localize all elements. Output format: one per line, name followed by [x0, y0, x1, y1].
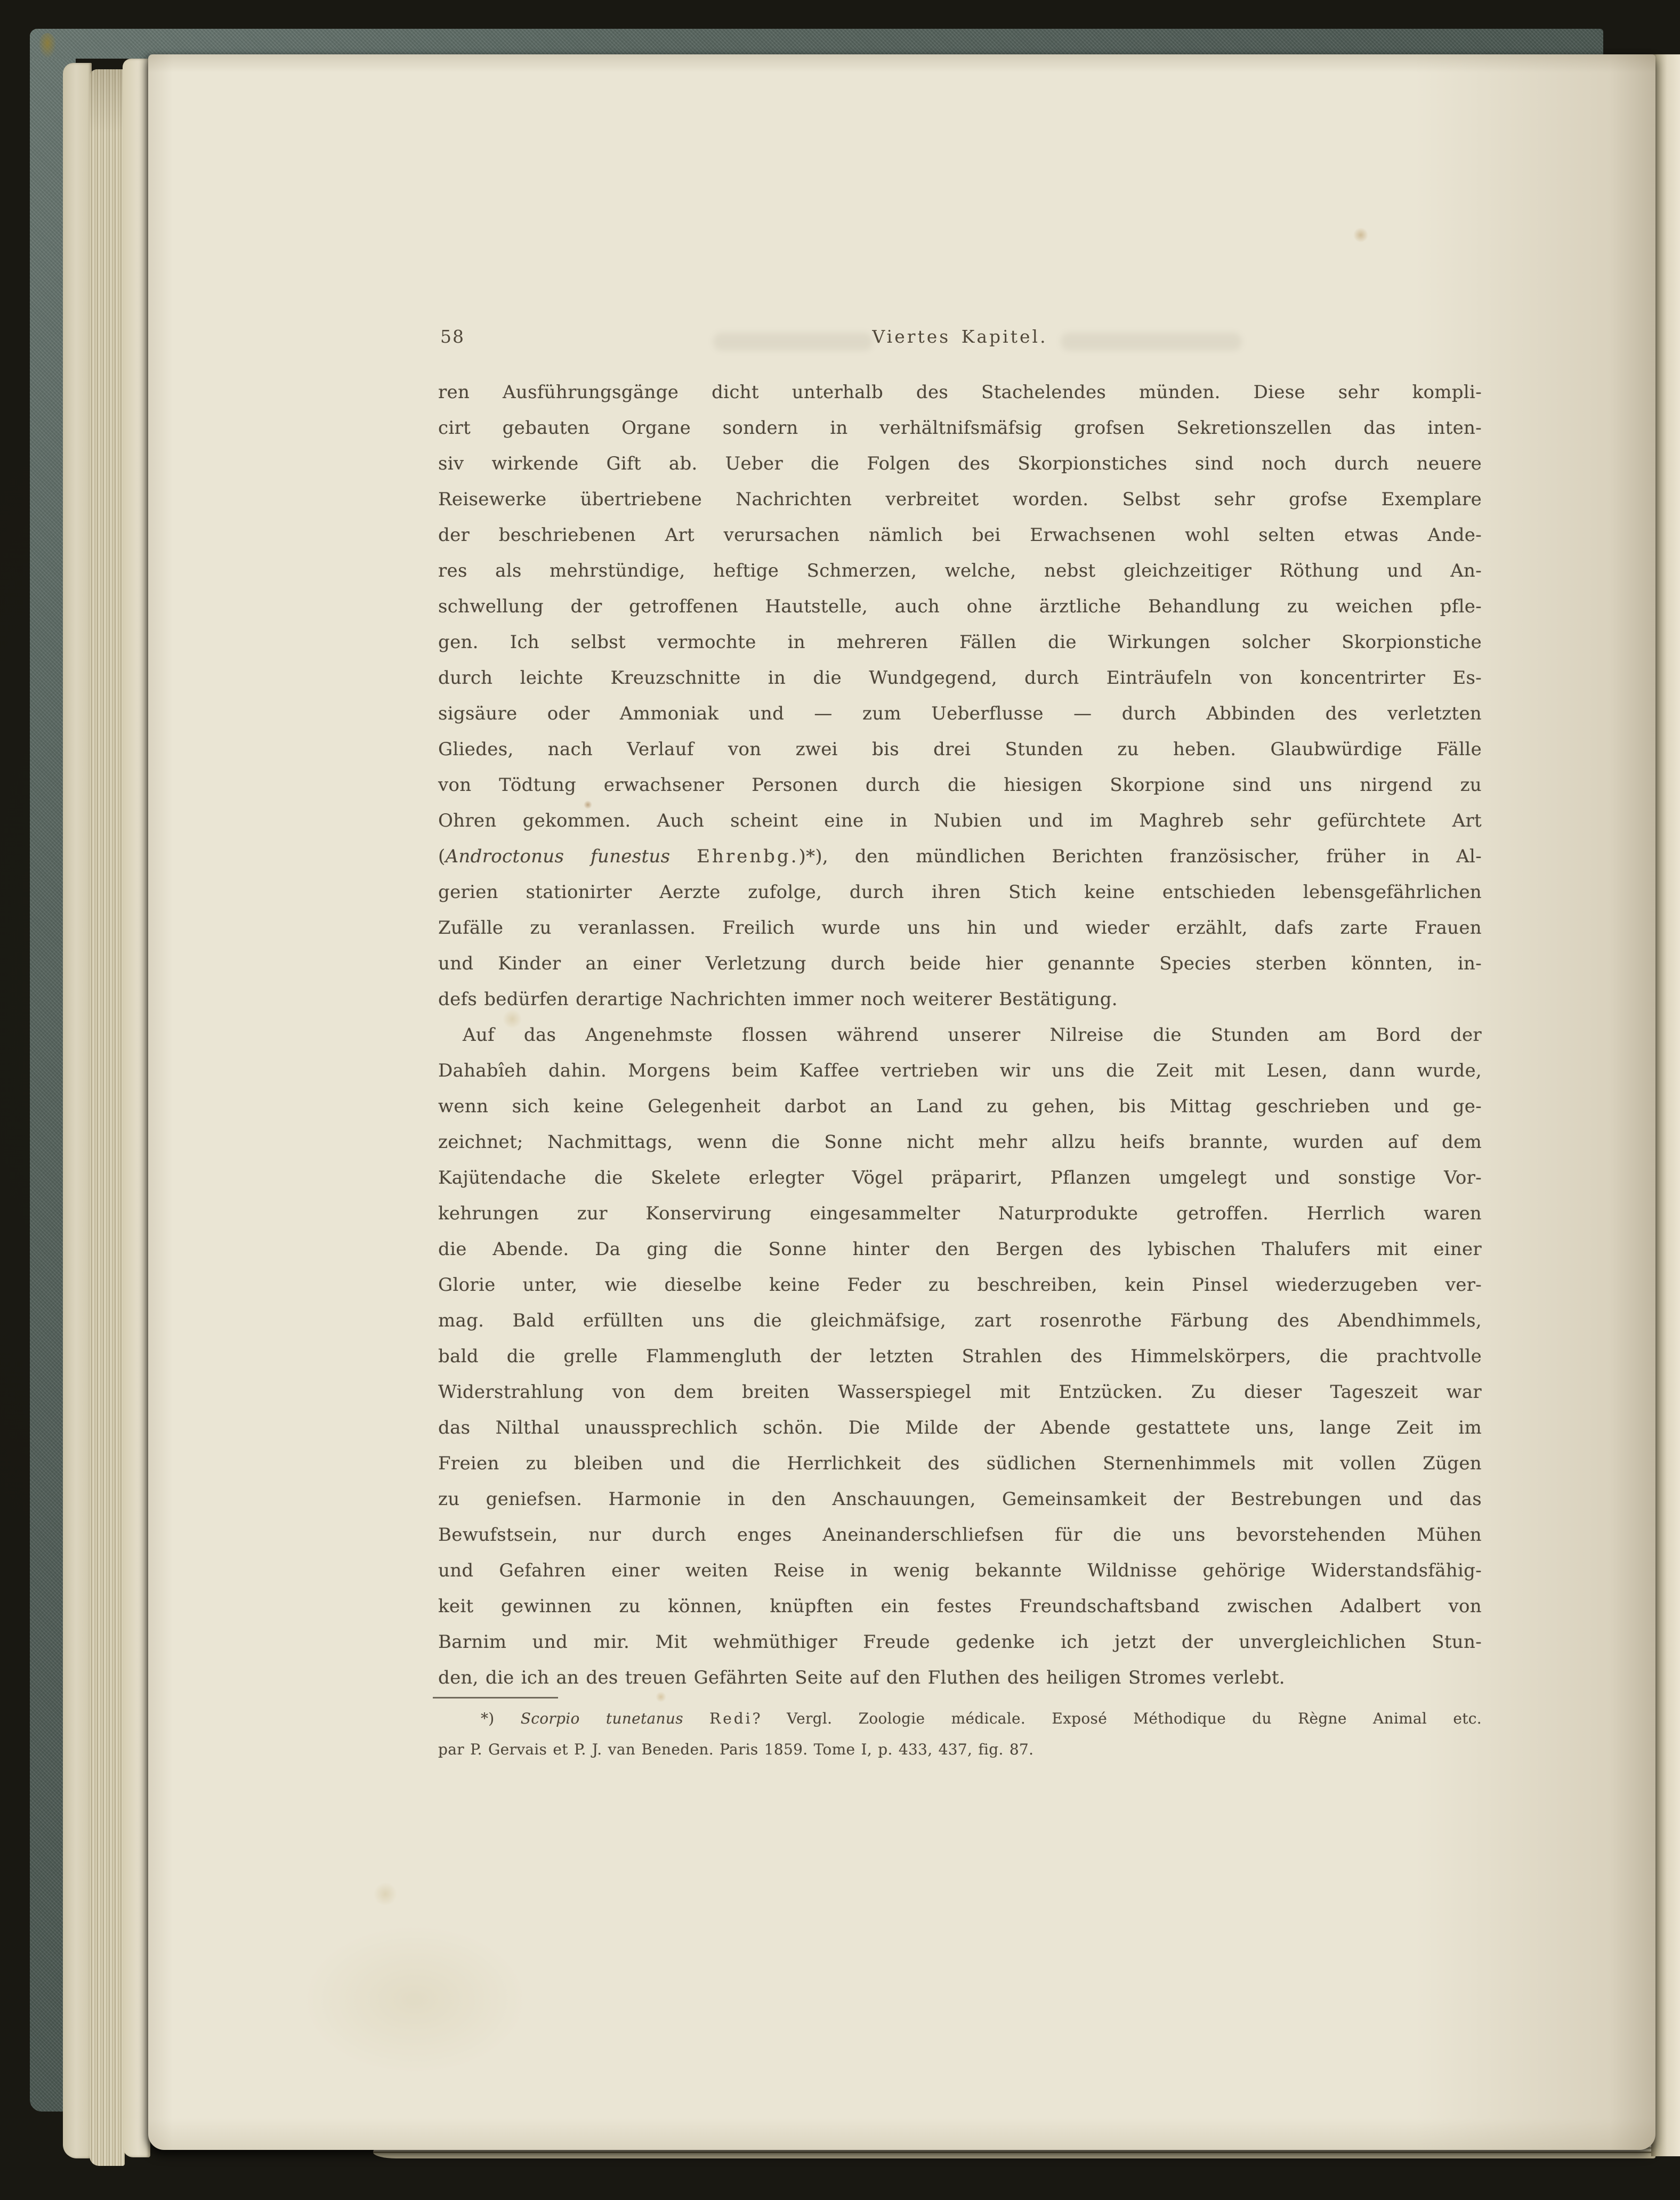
text-line: kehrungen zur Konservirung eingesammelter Naturprodukte getroffen. Herrlich waren — [438, 1203, 1482, 1224]
text-line: von Tödtung erwachsener Personen durch die hiesigen Skorpione sind uns nirgend zu — [438, 774, 1482, 796]
text-line: Barnim und mir. Mit wehmüthiger Freude gedenke ich jetzt der unvergleichlichen Stun- — [438, 1631, 1482, 1653]
cover-wear-spot — [38, 33, 56, 59]
text-line: und Gefahren einer weiten Reise in wenig bekannte Wildnisse gehörige Widerstandsfähig- — [438, 1560, 1482, 1581]
text-segment-spaced: Redi — [709, 1710, 753, 1727]
text-line: und Kinder an einer Verletzung durch beide hier genannte Species sterben könnten, in- — [438, 953, 1482, 974]
text-line: ren Ausführungsgänge dicht unterhalb des Stachelendes münden. Diese sehr kompli- — [438, 382, 1482, 403]
text-line: keit gewinnen zu können, knüpften ein festes Freundschaftsband zwischen Adalbert von — [438, 1596, 1482, 1617]
page-edge-strip — [123, 59, 150, 2157]
text-line: Dahabîeh dahin. Morgens beim Kaffee vertrieben wir uns die Zeit mit Lesen, dann wurde, — [438, 1060, 1482, 1081]
text-line: Auf das Angenehmste flossen während unserer Nilreise die Stunden am Bord der — [463, 1024, 1482, 1046]
text-line: der beschriebenen Art verursachen nämlich bei Erwachsenen wohl selten etwas Ande- — [438, 524, 1482, 546]
text-line: bald die grelle Flammengluth der letzten Strahlen des Himmelskörpers, die prachtvolle — [438, 1346, 1482, 1367]
text-line: mag. Bald erfüllten uns die gleichmäfsige, zart rosenrothe Färbung des Abendhimmels, — [438, 1310, 1482, 1331]
text-line — [438, 839, 1482, 875]
text-segment-spaced: Ehrenbg. — [697, 846, 799, 867]
text-line: schwellung der getroffenen Hautstelle, auch ohne ärztliche Behandlung zu weichen pfle- — [438, 596, 1482, 617]
text-segment — [683, 1710, 709, 1727]
footnote-separator — [433, 1697, 558, 1698]
text-line: defs bedürfen derartige Nachrichten immer noch weiterer Bestätigung. — [438, 989, 1118, 1010]
text-line: gerien stationirter Aerzte zufolge, durch ihren Stich keine entschieden lebensgefährlichen — [438, 881, 1482, 903]
footnote-text — [438, 1703, 1482, 1765]
text-segment: ( — [438, 846, 446, 867]
text-line: siv wirkende Gift ab. Ueber die Folgen des Skorpionstiches sind noch durch neuere — [438, 453, 1482, 474]
text-line: Ohren gekommen. Auch scheint eine in Nubien und im Maghreb sehr gefürchtete Art — [438, 810, 1482, 831]
page-header — [438, 326, 1482, 353]
text-segment-italic: Scorpio tunetanus — [520, 1710, 683, 1727]
body-text — [438, 375, 1482, 1696]
text-line: zeichnet; Nachmittags, wenn die Sonne nicht mehr allzu heifs brannte, wurden auf dem — [438, 1131, 1482, 1153]
page-number: 58 — [440, 326, 465, 347]
text-line: res als mehrstündige, heftige Schmerzen, welche, nebst gleichzeitiger Röthung und An- — [438, 560, 1482, 581]
text-line: par P. Gervais et P. J. van Beneden. Paris 1859. Tome I, p. 433, 437, fig. 87. — [438, 1741, 1034, 1758]
text-line: Bewufstsein, nur durch enges Aneinanderschliefsen für die uns bevorstehenden Mühen — [438, 1524, 1482, 1546]
text-line: den, die ich an des treuen Gefährten Seite auf den Fluthen des heiligen Stromes verlebt. — [438, 1667, 1285, 1688]
text-line: Kajütendache die Skelete erlegter Vögel präparirt, Pflanzen umgelegt und sonstige Vor- — [438, 1167, 1482, 1188]
scanned-page — [148, 54, 1655, 2150]
text-line: Widerstrahlung von dem breiten Wasserspiegel mit Entzücken. Zu dieser Tageszeit war — [438, 1381, 1482, 1403]
text-line: wenn sich keine Gelegenheit darbot an Land zu gehen, bis Mittag geschrieben und ge- — [438, 1096, 1482, 1117]
text-line: Glorie unter, wie dieselbe keine Feder zu beschreiben, kein Pinsel wiederzugeben ver- — [438, 1274, 1482, 1296]
text-line: cirt gebauten Organe sondern in verhältnifsmäfsig grofsen Sekretionszellen das inten- — [438, 417, 1482, 439]
text-segment: ? Vergl. Zoologie médicale. Exposé Méthodique du Règne Animal etc. — [752, 1710, 1482, 1727]
text-line — [438, 1703, 1482, 1734]
text-line: die Abende. Da ging die Sonne hinter den Bergen des lybischen Thalufers mit einer — [438, 1239, 1482, 1260]
text-line: das Nilthal unaussprechlich schön. Die Milde der Abende gestattete uns, lange Zeit im — [438, 1417, 1482, 1438]
text-line: Zufälle zu veranlassen. Freilich wurde uns hin und wieder erzählt, dafs zarte Frauen — [438, 917, 1482, 939]
page-edge-leaves — [90, 69, 125, 2166]
text-line: durch leichte Kreuzschnitte in die Wundgegend, durch Einträufeln von koncentrirter Es- — [438, 667, 1482, 689]
page-edge-strip — [63, 63, 92, 2158]
adjacent-page-gutter — [1651, 54, 1680, 2156]
text-line: sigsäure oder Ammoniak und — zum Ueberflusse — durch Abbinden des verletzten — [438, 703, 1482, 724]
text-line: Freien zu bleiben und die Herrlichkeit des südlichen Sternenhimmels mit vollen Zügen — [438, 1453, 1482, 1474]
text-segment — [670, 846, 697, 867]
text-line: gen. Ich selbst vermochte in mehreren Fällen die Wirkungen solcher Skorpionstiche — [438, 632, 1482, 653]
text-segment: )*), den mündlichen Berichten französischer, früher in Al- — [798, 846, 1482, 867]
text-segment: *) — [481, 1710, 521, 1727]
text-line: Reisewerke übertriebene Nachrichten verbreitet worden. Selbst sehr grofse Exemplare — [438, 489, 1482, 510]
running-header: Viertes Kapitel. — [872, 326, 1048, 347]
text-line: Gliedes, nach Verlauf von zwei bis drei Stunden zu heben. Glaubwürdige Fälle — [438, 739, 1482, 760]
text-line: zu geniefsen. Harmonie in den Anschauungen, Gemeinsamkeit der Bestrebungen und das — [438, 1489, 1482, 1510]
text-segment-italic: Androctonus funestus — [445, 846, 671, 867]
